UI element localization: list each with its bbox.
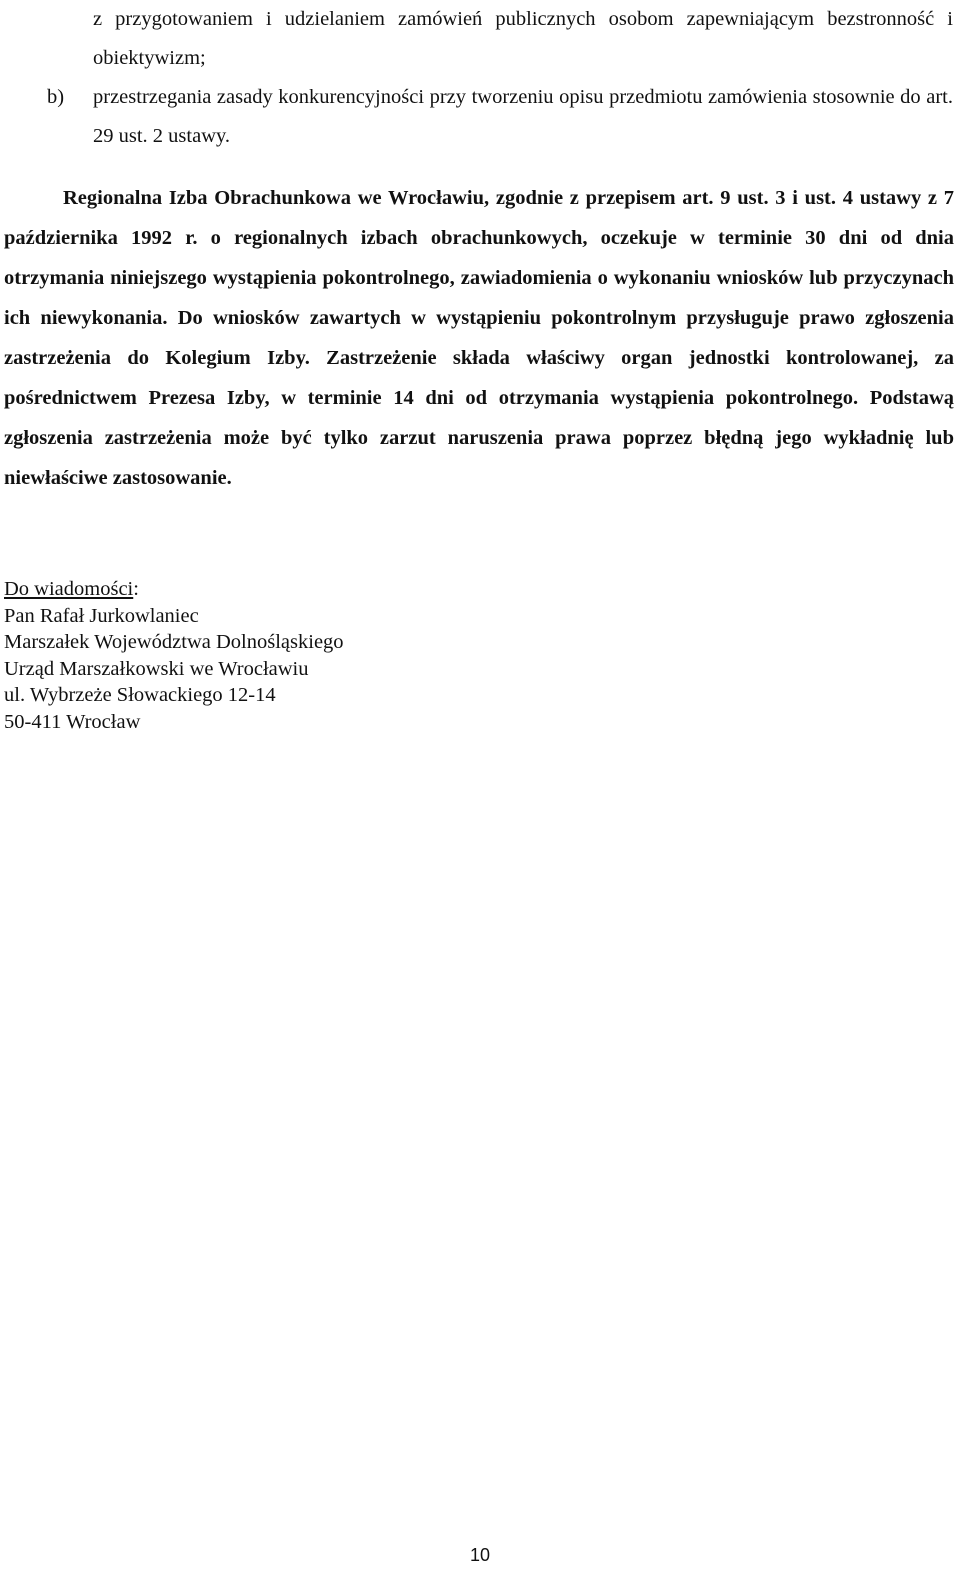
recipient-line: ul. Wybrzeże Słowackiego 12-14: [4, 684, 276, 706]
recipients-block: [4, 576, 704, 735]
main-paragraph: Regionalna Izba Obrachunkowa we Wrocławiu, zgodnie z przepisem art. 9 ust. 3 i ust. 4 ustawy z 7 października 1992 r. o regionalnych izbach obrachunkowych, oczekuje w terminie 30 dni od dnia otrzymania niniejszego wystąpienia pokontrolnego, zawiadomienia o wykonaniu wniosków lub przyczynach ich niewykonania. Do wniosków zawartych w wystąpieniu pokontrolnym przysługuje prawo zgłoszenia zastrzeżenia do Kolegium Izby. Zastrzeżenie składa właściwy organ jednostki kontrolowanej, za pośrednictwem Prezesa Izby, w terminie 14 dni od otrzymania wystąpienia pokontrolnego. Podstawą zgłoszenia zastrzeżenia może być tylko zarzut naruszenia prawa poprzez błędną jego wykładnię lub niewłaściwe zastosowanie.: [4, 187, 954, 489]
recipients-heading-line: [4, 576, 704, 603]
list-marker: b): [47, 86, 65, 108]
recipients-heading: Do wiadomości: [4, 578, 134, 600]
recipient-line: Urząd Marszałkowski we Wrocławiu: [4, 657, 309, 680]
list-item-text: przestrzegania zasady konkurencyjności przy tworzeniu opisu przedmiotu zamówienia stosownie do art. 29 ust. 2 ustawy.: [93, 86, 953, 147]
page-number: 10: [469, 1545, 491, 1565]
continuation-paragraph: z przygotowaniem i udzielaniem zamówień publicznych osobom zapewniającym bezstronność i obiektywizm;: [93, 8, 953, 69]
recipient-line: Marszałek Województwa Dolnośląskiego: [4, 631, 344, 653]
recipients-heading-colon: :: [133, 578, 139, 600]
recipient-line: Pan Rafał Jurkowlaniec: [4, 604, 199, 627]
recipient-line: 50-411 Wrocław: [4, 710, 141, 733]
